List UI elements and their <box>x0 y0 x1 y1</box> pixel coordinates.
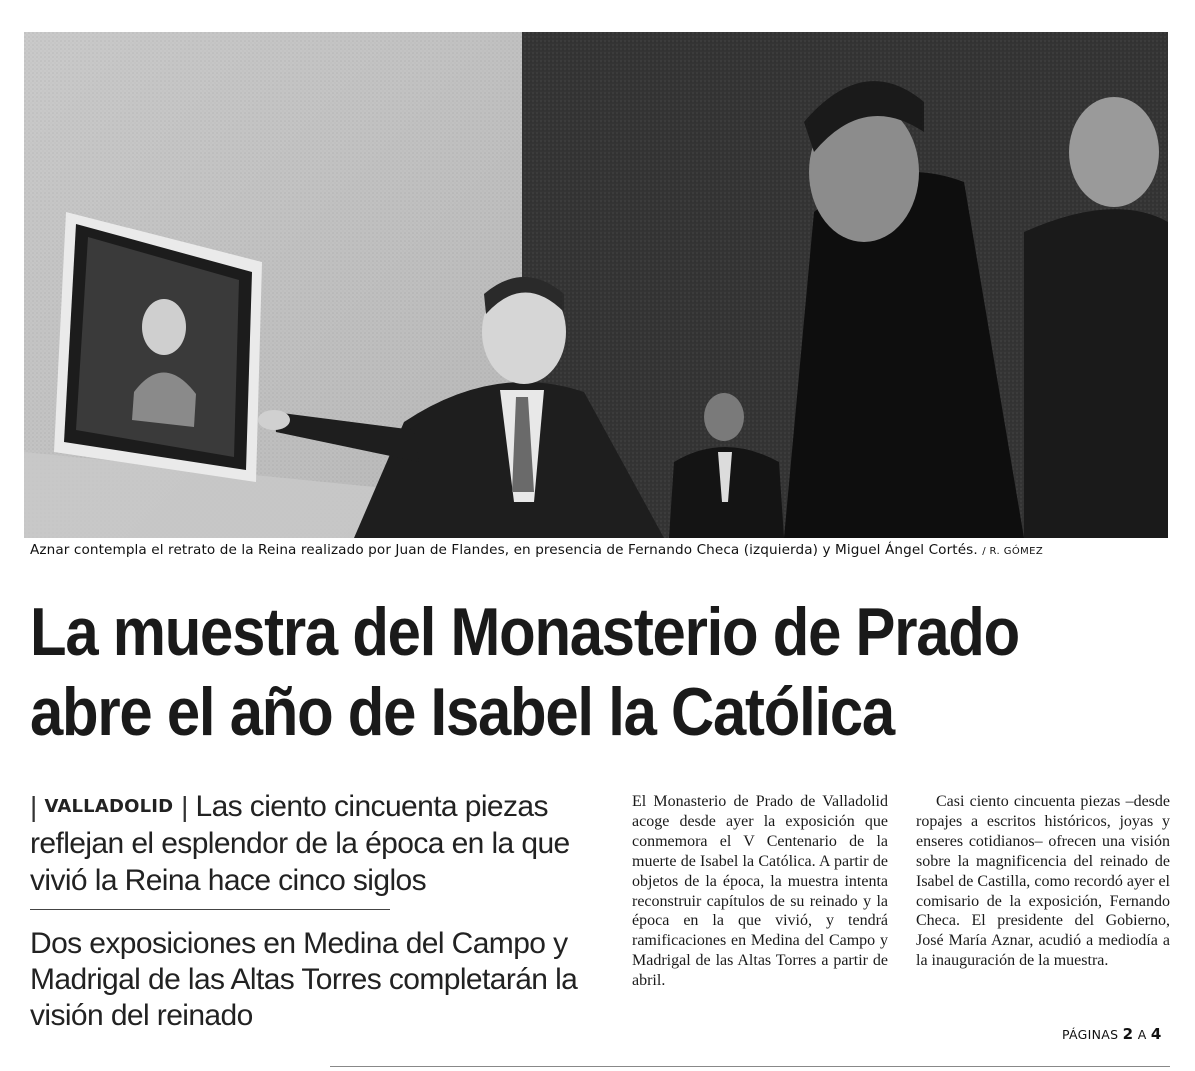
deck <box>30 788 610 1034</box>
pages-to: 4 <box>1150 1025 1162 1043</box>
photo-credit: / R. GÓMEZ <box>982 546 1044 557</box>
location-divider-left: | <box>30 791 37 822</box>
headline-line-2: abre el año de Isabel la Católica <box>30 674 894 750</box>
pages-sep: A <box>1137 1027 1147 1042</box>
body-column-1: El Monasterio de Prado de Valladolid acoge desde ayer la exposición que conmemora el V Centenario de la muerte de Isabel la Católica. A partir de objetos de la época, la muestra intenta reconstruir capítulos de su reinado y la época en la que vivió, y tendrá ramificaciones en Medina del Campo y Madrigal de las Altas Torres a partir de abril. <box>632 793 888 990</box>
headline <box>30 592 1042 752</box>
location-divider-right: | <box>181 791 188 822</box>
pages-label: PÁGINAS <box>1062 1027 1119 1042</box>
pages-from: 2 <box>1122 1025 1134 1043</box>
deck-divider <box>30 909 390 910</box>
page-reference <box>1062 1025 1162 1043</box>
photo-caption <box>30 542 1170 558</box>
caption-text: Aznar contempla el retrato de la Reina realizado por Juan de Flandes, en presencia de Fernando Checa (izquierda) y Miguel Ángel Cortés. <box>30 542 978 558</box>
body-column-2: Casi ciento cincuenta piezas –desde ropajes a escritos históricos, joyas y enseres cotidianos– ofrecen una visión sobre la magnificencia del reinado de Isabel de Castilla, como recordó ayer el comisario de la exposición, Fernando Checa. El presidente del Gobierno, José María Aznar, acudió a mediodía a la inauguración de la muestra. <box>916 793 1170 970</box>
bottom-divider <box>330 1066 1170 1067</box>
deck-sub: Dos exposiciones en Medina del Campo y Madrigal de las Altas Torres completarán la visión del reinado <box>30 927 578 1032</box>
headline-line-1: La muestra del Monasterio de Prado <box>30 594 1019 670</box>
location-tag: VALLADOLID <box>44 796 174 817</box>
deck-lead <box>30 788 610 899</box>
deck-lead-text: Las ciento cincuenta piezas reflejan el esplendor de la época en la que vivió la Reina hace cinco siglos <box>30 790 570 897</box>
news-photo <box>24 32 1168 538</box>
